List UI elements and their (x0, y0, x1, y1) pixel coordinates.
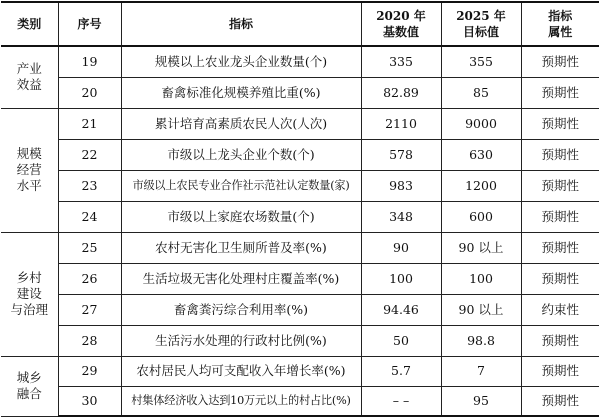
category-label-line: 建设 (16, 286, 42, 301)
base-value-cell: 100 (361, 263, 441, 294)
target-value-cell: 7 (441, 356, 521, 386)
base-value-cell: 335 (361, 46, 441, 77)
base-value-cell: 983 (361, 170, 441, 201)
indicator-cell: 市级以上家庭农场数量(个) (121, 201, 361, 232)
attribute-cell: 预期性 (521, 232, 599, 263)
target-value-cell: 355 (441, 46, 521, 77)
table-row (1, 77, 599, 108)
attribute-cell: 预期性 (521, 46, 599, 77)
category-cell-scale (1, 108, 58, 232)
attribute-cell: 预期性 (521, 139, 599, 170)
attribute-cell: 预期性 (521, 201, 599, 232)
seq-cell: 23 (58, 170, 121, 201)
attribute-cell: 预期性 (521, 263, 599, 294)
target-value-cell: 95 (441, 386, 521, 416)
category-label-line: 与治理 (10, 302, 48, 317)
base-value-cell: 348 (361, 201, 441, 232)
indicator-cell: 市级以上农民专业合作社示范社认定数量(家) (121, 170, 361, 201)
seq-cell: 28 (58, 325, 121, 356)
indicator-table (1, 1, 599, 417)
header-indicator: 指标 (121, 2, 361, 46)
category-label-line: 乡村 (16, 270, 42, 285)
base-value-cell: 50 (361, 325, 441, 356)
indicator-cell: 村集体经济收入达到10万元以上的村占比(%) (121, 386, 361, 416)
target-value-cell: 9000 (441, 108, 521, 139)
indicator-cell: 生活垃圾无害化处理村庄覆盖率(%) (121, 263, 361, 294)
category-label-line: 产业 (16, 61, 42, 77)
header-attr-line1: 指标 (548, 9, 573, 23)
attribute-cell: 预期性 (521, 108, 599, 139)
base-value-cell: – – (361, 386, 441, 416)
header-seq: 序号 (58, 2, 121, 46)
attribute-cell: 预期性 (521, 77, 599, 108)
attribute-cell: 预期性 (521, 170, 599, 201)
indicator-cell: 农村无害化卫生厕所普及率(%) (121, 232, 361, 263)
seq-cell: 27 (58, 294, 121, 325)
seq-cell: 24 (58, 201, 121, 232)
category-label-line: 经营 (16, 162, 42, 177)
table-row (1, 263, 599, 294)
indicator-table-container (1, 1, 599, 417)
seq-cell: 25 (58, 232, 121, 263)
base-value-cell: 578 (361, 139, 441, 170)
table-row (1, 325, 599, 356)
category-label-line: 规模 (16, 146, 42, 161)
target-value-cell: 100 (441, 263, 521, 294)
seq-cell: 20 (58, 77, 121, 108)
table-row (1, 108, 599, 139)
header-row (1, 2, 599, 46)
target-value-cell: 630 (441, 139, 521, 170)
header-attr-line2: 属性 (548, 25, 573, 39)
header-base-value (361, 2, 441, 46)
category-label-line: 效益 (16, 77, 42, 93)
indicator-cell: 规模以上农业龙头企业数量(个) (121, 46, 361, 77)
seq-cell: 22 (58, 139, 121, 170)
target-value-cell: 98.8 (441, 325, 521, 356)
indicator-cell: 累计培育高素质农民人次(人次) (121, 108, 361, 139)
table-row (1, 386, 599, 416)
target-value-cell: 85 (441, 77, 521, 108)
attribute-cell: 预期性 (521, 356, 599, 386)
seq-cell: 30 (58, 386, 121, 416)
table-row (1, 356, 599, 386)
attribute-cell: 预期性 (521, 386, 599, 416)
header-category: 类别 (1, 2, 58, 46)
base-value-cell: 5.7 (361, 356, 441, 386)
indicator-cell: 市级以上龙头企业个数(个) (121, 139, 361, 170)
seq-cell: 26 (58, 263, 121, 294)
target-value-cell: 600 (441, 201, 521, 232)
table-row (1, 170, 599, 201)
target-value-cell: 90 以上 (441, 294, 521, 325)
base-value-cell: 90 (361, 232, 441, 263)
header-base-line1: 2020 年 (376, 9, 426, 23)
base-value-cell: 94.46 (361, 294, 441, 325)
category-cell-urban-rural (1, 356, 58, 416)
header-attribute (521, 2, 599, 46)
header-target-value (441, 2, 521, 46)
category-cell-rural-construction (1, 232, 58, 356)
target-value-cell: 90 以上 (441, 232, 521, 263)
indicator-cell: 生活污水处理的行政村比例(%) (121, 325, 361, 356)
header-target-line1: 2025 年 (456, 9, 506, 23)
indicator-cell: 畜禽粪污综合利用率(%) (121, 294, 361, 325)
table-row (1, 294, 599, 325)
attribute-cell: 约束性 (521, 294, 599, 325)
indicator-cell: 畜禽标准化规模养殖比重(%) (121, 77, 361, 108)
header-base-line2: 基数值 (382, 25, 419, 39)
target-value-cell: 1200 (441, 170, 521, 201)
seq-cell: 21 (58, 108, 121, 139)
seq-cell: 29 (58, 356, 121, 386)
table-row (1, 139, 599, 170)
category-cell-industry (1, 46, 58, 108)
table-row (1, 201, 599, 232)
attribute-cell: 预期性 (521, 325, 599, 356)
seq-cell: 19 (58, 46, 121, 77)
category-label-line: 融合 (16, 386, 42, 401)
category-label-line: 水平 (16, 178, 42, 193)
header-target-line2: 目标值 (462, 25, 499, 39)
base-value-cell: 2110 (361, 108, 441, 139)
indicator-cell: 农村居民人均可支配收入年增长率(%) (121, 356, 361, 386)
category-label-line: 城乡 (16, 370, 42, 385)
table-row (1, 46, 599, 77)
base-value-cell: 82.89 (361, 77, 441, 108)
table-row (1, 232, 599, 263)
